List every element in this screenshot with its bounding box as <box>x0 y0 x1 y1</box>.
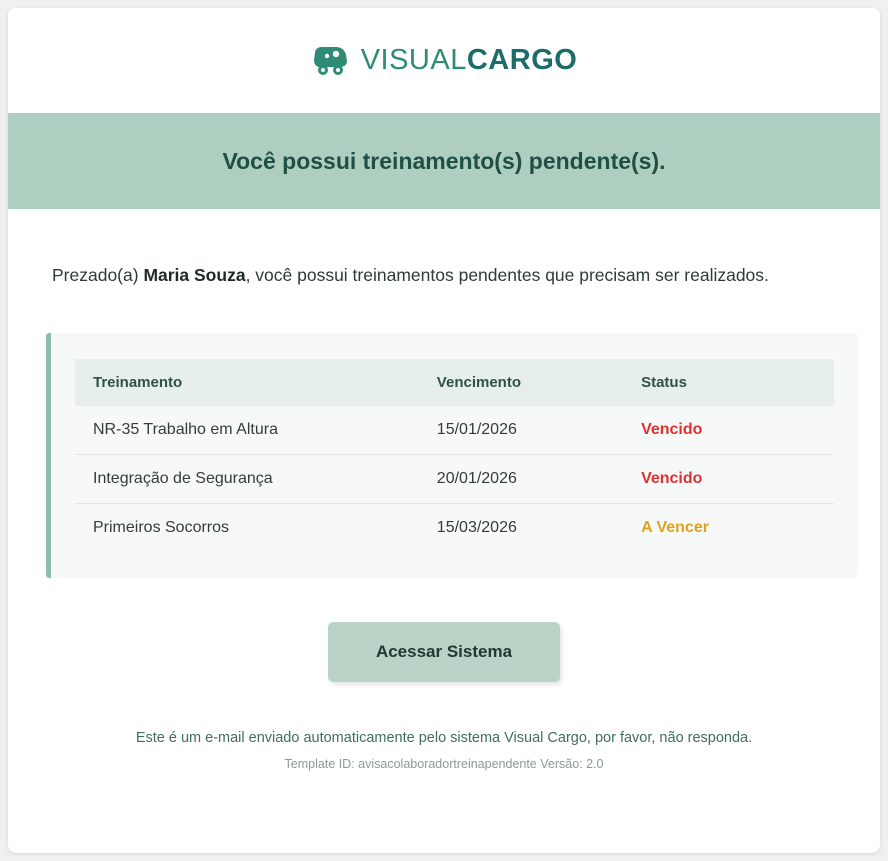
recipient-name: Maria Souza <box>143 264 246 285</box>
table-header <box>75 359 834 406</box>
status-badge: A Vencer <box>641 519 709 537</box>
table-row <box>75 504 834 553</box>
brand-name-bold: CARGO <box>466 44 578 76</box>
column-header-vencimento: Vencimento <box>419 359 623 406</box>
status-badge: Vencido <box>623 406 834 455</box>
brand-name <box>361 44 578 77</box>
access-system-button[interactable]: Acessar Sistema <box>328 622 560 682</box>
trainings-card <box>46 333 858 578</box>
greeting-suffix: , você possui treinamentos pendentes que precisam ser realizados. <box>245 264 769 285</box>
column-header-treinamento: Treinamento <box>75 359 419 406</box>
cell-due: 15/03/2026 <box>436 519 517 537</box>
brand-logo <box>311 44 578 78</box>
table-header-row <box>75 359 834 406</box>
greeting-text <box>52 261 772 290</box>
cell-training: Integração de Segurança <box>75 455 419 504</box>
status-badge: Vencido <box>623 455 834 504</box>
brand-name-light: VISUAL <box>360 44 467 76</box>
greeting-prefix: Prezado(a) <box>52 264 144 285</box>
cell-training: NR-35 Trabalho em Altura <box>75 406 419 455</box>
email-card <box>8 8 880 853</box>
footer-note: Este é um e-mail enviado automaticamente pelo sistema Visual Cargo, por favor, não responda. <box>135 730 753 747</box>
column-header-status: Status <box>623 359 834 406</box>
email-header <box>8 8 880 113</box>
trainings-table <box>75 359 834 552</box>
banner-title: Você possui treinamento(s) pendente(s). <box>222 147 666 174</box>
cell-training: Primeiros Socorros <box>93 519 230 537</box>
table-row <box>75 455 834 504</box>
table-body <box>75 406 834 552</box>
table-row <box>75 406 834 455</box>
banner <box>8 113 880 209</box>
cta-container <box>52 622 836 682</box>
cargo-truck-icon <box>311 44 351 78</box>
cell-due: 20/01/2026 <box>419 455 623 504</box>
email-body <box>8 209 880 781</box>
cell-due: 15/01/2026 <box>419 406 623 455</box>
email-footer <box>52 730 836 781</box>
footer-template-id: Template ID: avisacolaboradortreinapendente Versão: 2.0 <box>284 757 604 772</box>
